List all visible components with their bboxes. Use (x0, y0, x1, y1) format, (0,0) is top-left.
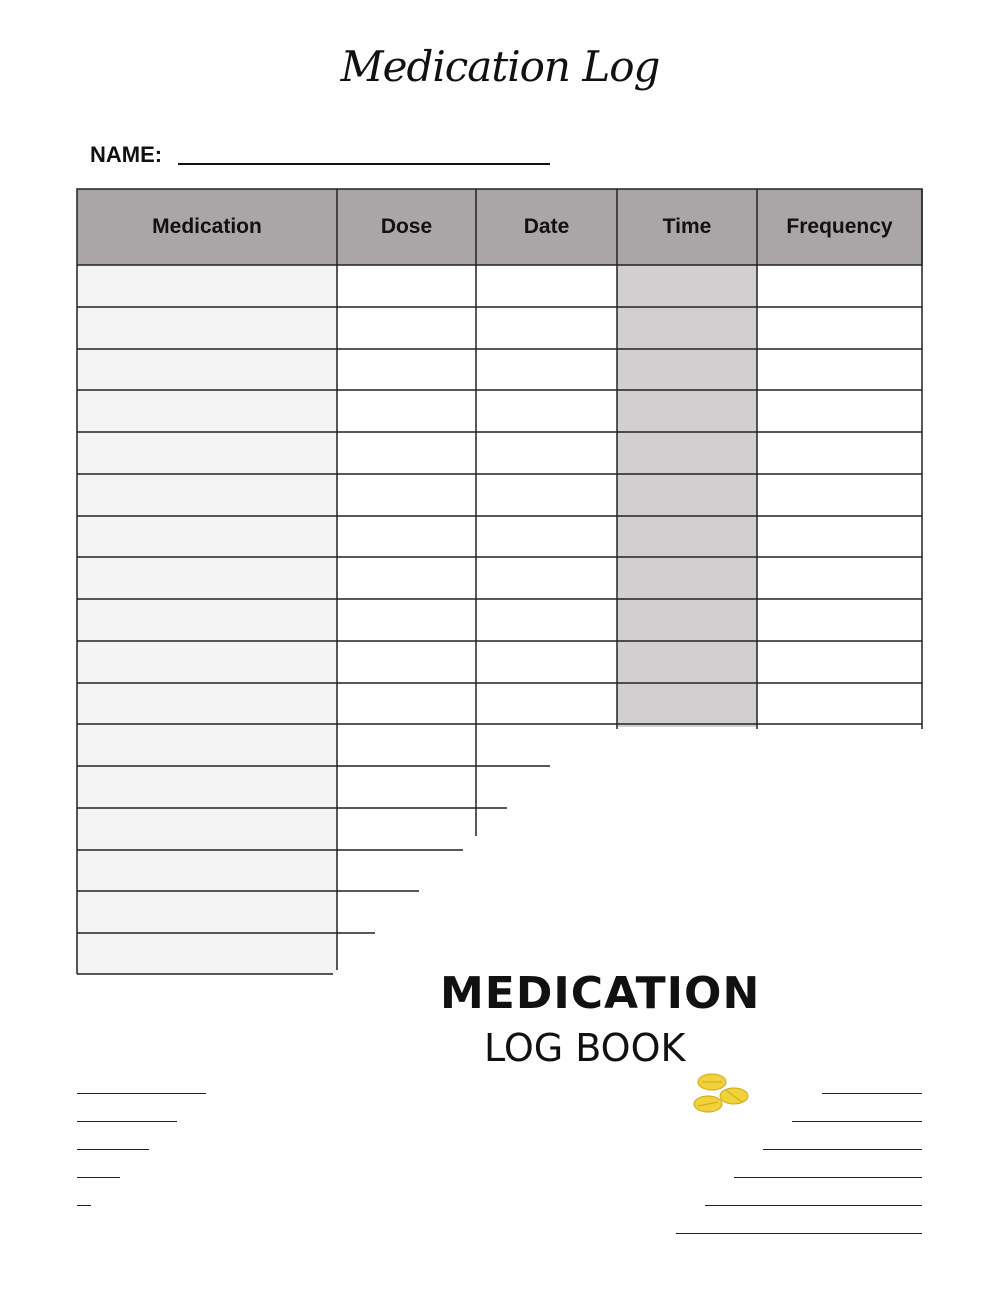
decorative-line (77, 1177, 120, 1178)
decorative-line (77, 1093, 206, 1094)
column-header-date: Date (476, 189, 617, 265)
column-header-time: Time (617, 189, 757, 265)
cover-title-medication: MEDICATION (440, 968, 761, 1019)
decorative-line (705, 1205, 922, 1206)
decorative-line (822, 1093, 922, 1094)
decorative-line (734, 1177, 922, 1178)
decorative-line (77, 1121, 177, 1122)
cover-title-log-book: LOG BOOK (484, 1026, 686, 1070)
name-label: NAME: (90, 142, 163, 167)
decorative-line (676, 1233, 922, 1234)
decorative-line (77, 1149, 149, 1150)
pills-icon (690, 1070, 760, 1120)
column-header-medication: Medication (77, 189, 337, 265)
column-header-dose: Dose (337, 189, 476, 265)
decorative-line (77, 1205, 91, 1206)
decorative-line (792, 1121, 922, 1122)
column-header-frequency: Frequency (757, 189, 922, 265)
decorative-line (763, 1149, 922, 1150)
page-title: Medication Log (340, 42, 660, 91)
